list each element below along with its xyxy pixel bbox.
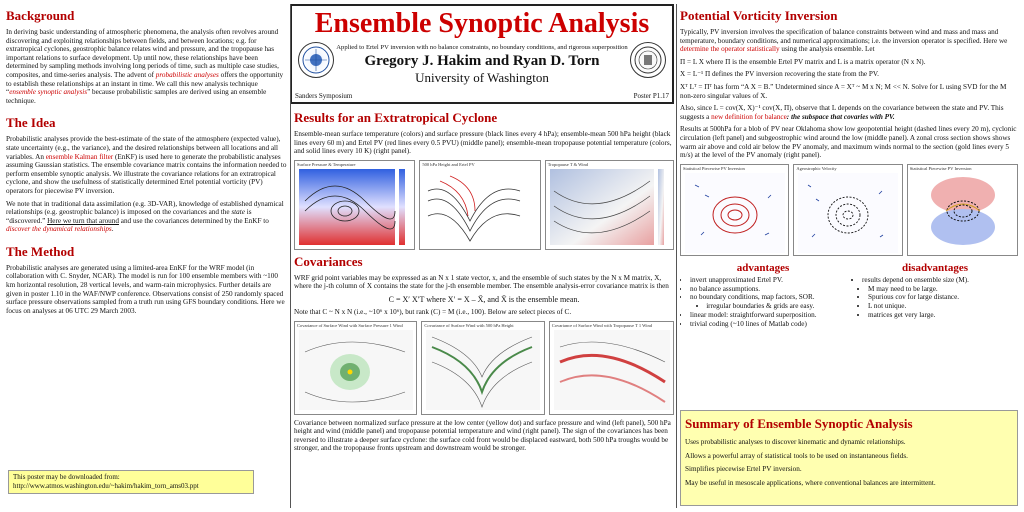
list-item: • no boundary conditions, map factors, SOR. — [690, 293, 846, 302]
pv-panel-2-title: Ageostrophic Velocity — [796, 165, 837, 171]
pv-inversion-map — [680, 164, 789, 256]
disadvantages-list — [852, 276, 1018, 320]
pv-equation-3: Xᵀ Lᵀ = Πᵀ has form “A X = B.” Undetermined since A = Xᵀ ~ M x N; M << N. Solve for L using SVD for the M non-zero singular values of X. — [680, 82, 1007, 100]
list-item: • results depend on ensemble size (M). — [862, 276, 1018, 285]
covariances-paragraph-2: Note that C ~ N x N (i.e., ~10⁶ x 10⁶), but rank (C) = M (i.e., 100). Below are select pieces of C. — [294, 307, 572, 316]
advantages-heading: advantages — [736, 261, 790, 274]
left-column — [6, 6, 288, 506]
summary-box — [680, 410, 1018, 506]
download-note — [8, 470, 254, 494]
covariance-panel-1-title: Covariance of Surface Wind with Surface Pressure 1 Wind — [297, 322, 403, 328]
institution: University of Washington — [415, 70, 549, 85]
covariance-surface-map — [294, 321, 417, 415]
covariance-tropopause-map — [549, 321, 674, 415]
method-text: Probabilistic analyses are generated using a limited-area EnKF for the WRF model (in collaboration with C. Snyder, NCAR). The model is run for 100 ensemble members with ~100 km horizontal resolution, 28 vertical levels, and warm-rain microphysics. Further details are given in poster 1.10 in the WAF/NWP conference. Observations consist of 250 randomly spaced surface pressure observations sampled from a truth run using GFS boundary conditions. Here we focus on analyses at 06 UTC 29 March 2003. — [6, 263, 285, 315]
list-item: • invert unapproximated Ertel PV. — [690, 276, 846, 285]
pv-equation-1: Π = L X where Π is the ensemble Ertel PV matrix and L is a matrix operator (N x N). — [680, 57, 926, 66]
summary-item: Uses probabilistic analyses to discover kinematic and dynamic relationships. — [685, 438, 906, 446]
covariance-caption: Covariance between normalized surface pressure at the low center (yellow dot) and surface pressure and wind (left panel), 500 hPa height and wind (middle panel) and tropopause potential temperature and wind (right panel). The sign of the covariances has been reversed to illustrate a deeper surface cyclone: the surface cold front would be displaced eastward, both 500 hPa troughs would be stronger, and the tropopause fronts upstream and downstream would be stronger. — [294, 418, 671, 453]
list-item: • L not unique. — [868, 302, 1018, 311]
covariance-panel-3-title: Covariance of Surface Wind with Tropopause T 1 Wind — [551, 322, 652, 328]
results-panel-3-title: Tropopause T & Wind — [547, 161, 588, 167]
pros-cons — [680, 260, 1018, 329]
disadvantages-block — [852, 260, 1018, 329]
covariance-equation: C = X′ X′T where X′ = X – X̄, and X̄ is the ensemble mean. — [388, 294, 580, 304]
surface-temperature-map — [294, 160, 415, 250]
list-item: • trivial coding (~10 lines of Matlab code) — [690, 320, 846, 329]
covariances-paragraph-1: WRF grid point variables may be expressed as an N x 1 state vector, x, and the ensemble of such states by the N x M matrix, X, where the j-th column of X contains the state for the j-th ensemble member. The ensemble analysis-error covariance matrix is then — [294, 273, 669, 291]
list-item: • M may need to be large. — [868, 285, 1018, 294]
list-item: • irregular boundaries & grids are easy. — [696, 302, 846, 311]
background-text: In deriving basic understanding of atmospheric phenomena, the analysis often revolves around discovering and exploiting relationships between fields, and between locations; e.g. for extratropical cyclones, geostrophic balance relates wind and pressure, and the tropopause has important relations to surface development. Up until now, these relationships have been determined by sampling methods involving long periods of time, such as multiple case studies, composites, and time-series analysis. The advent of probabilistic analyses offers the opportunity to establish these relationships at an instant in time. We call this new analysis technique “ensemble synoptic analysis” because probabilistic samples are derived using an ensemble technique. — [6, 28, 284, 105]
idea-heading: The Idea — [6, 115, 56, 131]
results-figures — [294, 160, 674, 250]
results-panel-1-title: Surface Pressure & Temperature — [297, 161, 356, 167]
idea-paragraph-2: We note that in traditional data assimilation (e.g. 3D-VAR), knowledge of established dynamical relationships (e.g. geostrophic balance) is imposed on the covariances and the state is “discovered.” Here we turn that around and use the covariances determined by the EnKF to discover the dynamical relationships. — [6, 199, 284, 234]
results-heading: Results for an Extratropical Cyclone — [294, 110, 498, 125]
right-column — [680, 6, 1018, 506]
summary-item: Simplifies piecewise Ertel PV inversion. — [685, 465, 802, 474]
covariance-500hpa-map — [421, 321, 544, 415]
summary-item: Allows a powerful array of statistical tools to be used on instantaneous fields. — [685, 451, 908, 460]
summary-item: May be useful in mesoscale applications, where conventional balances are intermittent. — [685, 478, 936, 487]
divider — [676, 4, 677, 508]
pv-panel-3-title: Statistical Piecewise PV Inversion — [909, 165, 972, 171]
background-heading: Background — [6, 8, 75, 23]
height-pv-map — [419, 160, 540, 250]
authors: Gregory J. Hakim and Ryan D. Torn — [364, 53, 600, 69]
middle-column — [294, 108, 674, 506]
list-item: • linear model: straightforward superposition. — [690, 311, 846, 320]
covariances-heading: Covariances — [294, 253, 363, 269]
list-item: • Spurious cov for large distance. — [868, 293, 1018, 302]
pv-paragraph-2: Also, since L = cov(X, X)⁻¹ cov(X, Π), observe that L depends on the covariance between the state and PV. This suggests a new definition for balance: the subspace that covaries with PV. — [680, 104, 1004, 121]
pv-equation-2: X = L⁻¹ Π defines the PV inversion recovering the state from the PV. — [680, 70, 879, 79]
pv-figures — [680, 164, 1018, 256]
download-url[interactable]: http://www.atmos.washington.edu/~hakim/hakim_torn_ams03.ppt — [13, 482, 199, 490]
advantages-list — [680, 276, 846, 329]
pv-paragraph-3: Results at 500hPa for a blob of PV near Oklahoma show low geopotential height (dashed lines every 20 m), cyclonic circulation (left panel) and subgeostrophic wind around the low (middle panel). A zonal cross section shows shows warm air above and cold air below the PV anomaly, and maximum winds normal to the section (gold lines every 5 m/s) at the level of the PV anomaly (right panel). — [680, 125, 1017, 160]
poster-id: Poster P1.17 — [633, 92, 669, 100]
symposium-label: Sanders Symposium — [295, 92, 353, 100]
list-item: • no balance assumptions. — [690, 285, 846, 294]
list-item: • matrices get very large. — [868, 311, 1018, 320]
pv-paragraph-1: Typically, PV inversion involves the specification of balance constraints between wind and mass and mass and temperature, boundary conditions, and numerical approximations; i.e. the inversion operator is specified. Here we determine the operator statistically using the analysis ensemble. Let — [680, 28, 1008, 54]
disadvantages-heading: disadvantages — [901, 261, 969, 274]
download-line-1: This poster may be downloaded from: — [13, 473, 120, 481]
summary-heading: Summary of Ensemble Synoptic Analysis — [685, 416, 913, 431]
tropopause-map — [545, 160, 674, 250]
results-caption: Ensemble-mean surface temperature (colors) and surface pressure (black lines every 4 hPa); ensemble-mean 500 hPa height (black lines every 60 m) and Ertel PV (red lines every 0.5 PVU) (middle panel); ensemble-mean tropopause potential temperature (colors, and solid lines every 10 K) (right panel). — [294, 130, 672, 156]
poster-title: Ensemble Synoptic Analysis — [314, 8, 650, 39]
method-heading: The Method — [6, 243, 75, 259]
poster-header — [290, 4, 674, 104]
pv-panel-1-title: Statistical Piecewise PV Inversion — [683, 165, 745, 171]
left-logo-icon — [298, 42, 334, 78]
pv-cross-section — [907, 164, 1018, 256]
results-panel-2-title: 500 hPa Height and Ertel PV — [422, 161, 475, 167]
divider — [290, 4, 291, 508]
ageostrophic-velocity-map — [793, 164, 902, 256]
idea-paragraph-1: Probabilistic analyses provide the best-estimate of the state of the atmosphere (expected value), state uncertainty (e.g., the variance), and the desired relationships between all locations and all variables. An ensemble Kalman filter (EnKF) is used here to generate the probabilistic analyses assuming Gaussian statistics. The ensemble covariance matrix contains the information needed to perform ensemble synoptic analysis. We illustrate the covariance relations for an extratropical cyclone, and show the usefulness of statistically determined Ertel potential vorticity (PV) operators for piecewise PV inversion. — [6, 135, 287, 195]
pv-heading: Potential Vorticity Inversion — [680, 8, 838, 23]
covariance-panel-2-title: Covariance of Surface Wind with 500 hPa Height — [424, 322, 514, 328]
advantages-block — [680, 260, 846, 329]
covariance-figures — [294, 321, 674, 415]
university-seal-icon — [630, 42, 666, 78]
applied-subtitle: Applied to Ertel PV inversion with no balance constraints, no boundary conditions, and rigorous superposition — [336, 44, 628, 51]
